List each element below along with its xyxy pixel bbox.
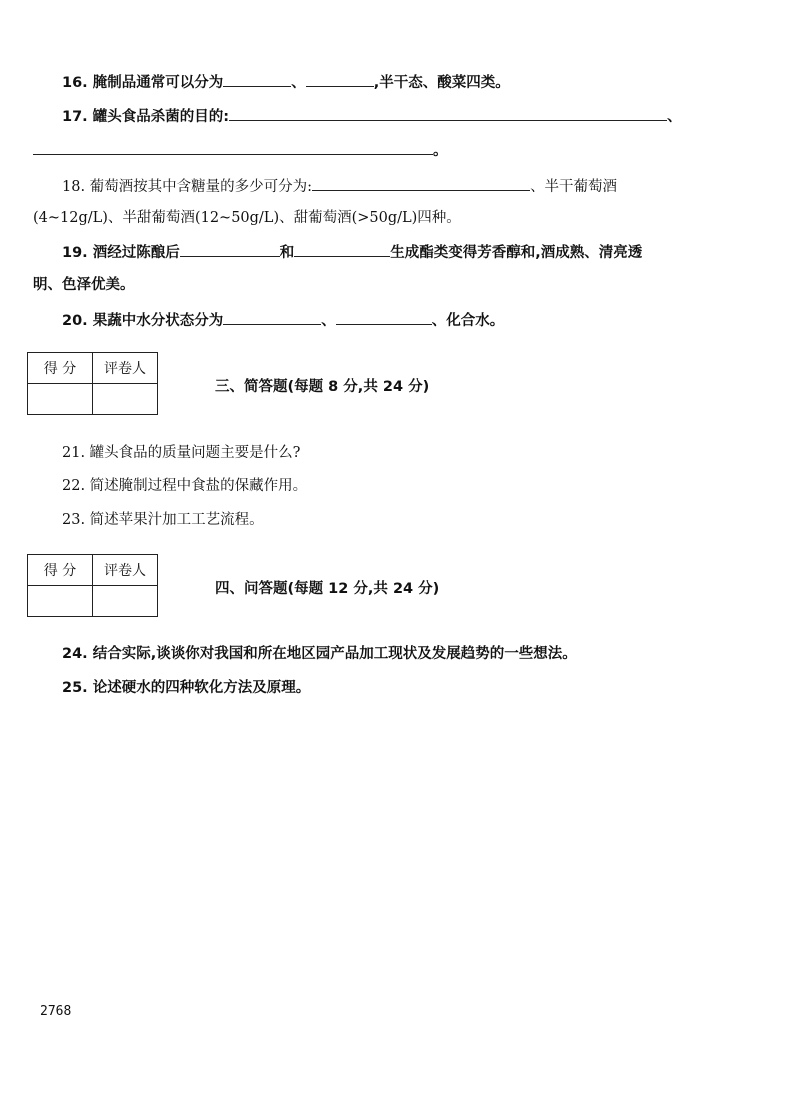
answer-blank[interactable] [180,242,280,257]
score-label: 得 分 [28,555,93,586]
question-text: 简述苹果汁加工工艺流程。 [89,512,264,528]
answer-blank[interactable] [223,72,291,87]
page-number: 2768 [40,1004,72,1019]
answer-blank[interactable] [312,176,530,191]
score-cell[interactable] [28,384,93,415]
question-text: 论述硬水的四种软化方法及原理。 [92,680,311,696]
question-21 [62,443,300,463]
score-table [27,554,158,617]
question-number: 21. [62,445,86,461]
section-3-title: 三、简答题(每题 8 分,共 24 分) [215,379,430,395]
answer-blank[interactable] [294,242,390,257]
question-17-continued: 。 [33,140,448,161]
answer-blank[interactable] [306,72,374,87]
question-16: 16. 腌制品通常可以分为 、 ,半干态、酸菜四类。 [62,72,510,93]
question-22 [62,476,307,496]
grader-label: 评卷人 [93,353,158,384]
question-text: 简述腌制过程中食盐的保藏作用。 [89,478,308,494]
question-number: 17. [62,109,88,125]
score-cell[interactable] [28,586,93,617]
question-text: 结合实际,谈谈你对我国和所在地区园产品加工现状及发展趋势的一些想法。 [92,646,577,662]
question-text: 罐头食品杀菌的目的: [92,109,230,125]
question-number: 22. [62,478,86,494]
question-19: 19. 酒经过陈酿后 和 生成酯类变得芳香醇和,酒成熟、清亮透 [62,242,642,263]
question-text: 罐头食品的质量问题主要是什么? [89,445,301,461]
question-text: 腌制品通常可以分为 [92,75,224,91]
question-text: 果蔬中水分状态分为 [92,313,224,329]
question-25 [62,678,310,698]
score-table [27,352,158,415]
answer-blank[interactable] [336,310,432,325]
section-4-title: 四、问答题(每题 12 分,共 24 分) [215,581,440,597]
question-23 [62,510,264,530]
question-number: 16. [62,75,88,91]
grader-label: 评卷人 [93,555,158,586]
question-24 [62,644,577,664]
answer-blank[interactable] [33,140,433,155]
question-number: 25. [62,680,88,696]
question-number: 24. [62,646,88,662]
question-number: 23. [62,512,86,528]
question-18-continued: (4~12g/L)、半甜葡萄酒(12~50g/L)、甜葡萄酒(>50g/L)四种。 [33,210,461,226]
question-text: 葡萄酒按其中含糖量的多少可分为: [89,179,313,195]
question-17: 17. 罐头食品杀菌的目的: 、 [62,106,682,127]
question-number: 18. [62,179,86,195]
question-19-continued: 明、色泽优美。 [33,277,135,293]
question-20: 20. 果蔬中水分状态分为 、 、化合水。 [62,310,504,331]
question-number: 19. [62,245,88,261]
answer-blank[interactable] [229,106,667,121]
score-label: 得 分 [28,353,93,384]
answer-blank[interactable] [223,310,321,325]
grader-cell[interactable] [93,384,158,415]
grader-cell[interactable] [93,586,158,617]
question-text: 酒经过陈酿后 [92,245,180,261]
question-number: 20. [62,313,88,329]
question-18: 18. 葡萄酒按其中含糖量的多少可分为: 、半干葡萄酒 [62,176,617,197]
